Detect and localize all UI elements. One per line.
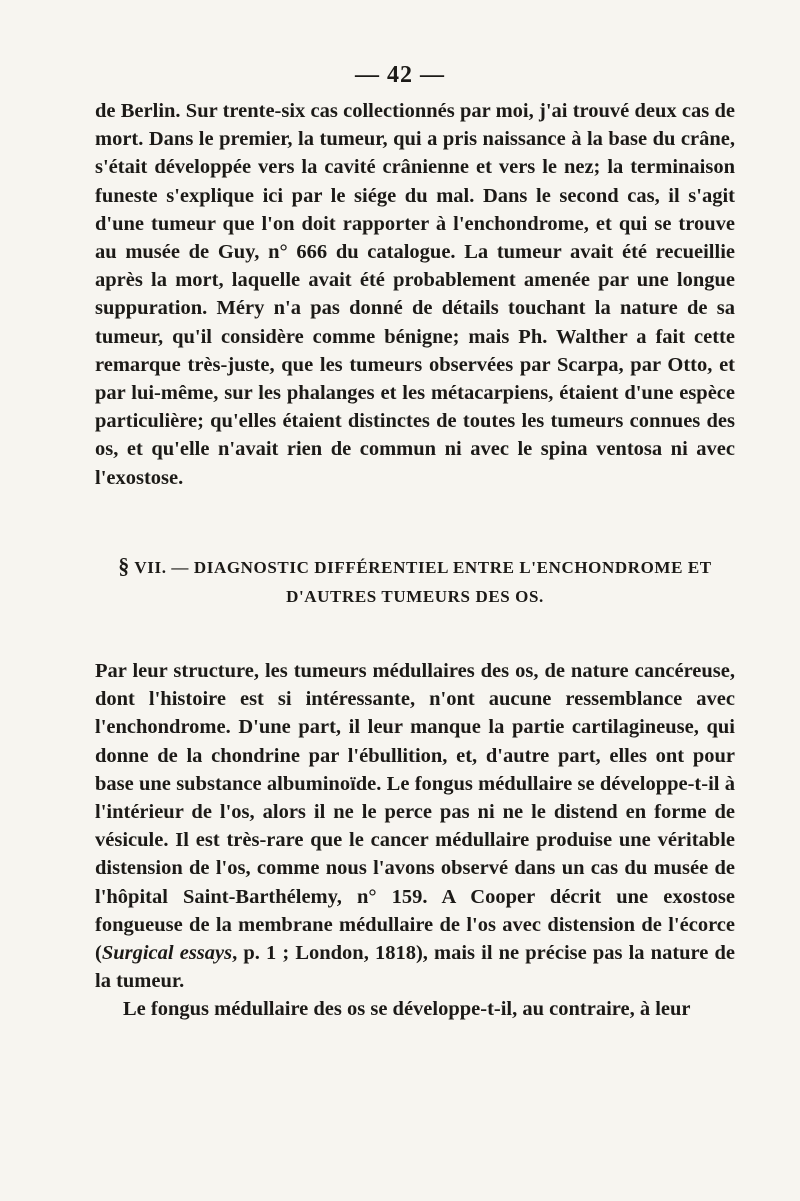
paragraph-text: de Berlin. Sur trente-six cas collectionnés par moi, j'ai trouvé deux cas de mort. Dans le premier, la tumeur, qui a pris naissance à la base du crâne, s'était développée vers la cavité crânienne et vers le nez; la terminaison funeste s'explique ici par le siége du mal. Dans le second cas, il s'agit d'une tumeur que l'on doit rapporter à l'enchondrome, et qui se trouve au musée de Guy, n° 666 du catalogue. La tumeur avait été recueillie après la mort, laquelle avait été probablement amenée par une longue suppuration. Méry n'a pas donné de détails touchant la nature de sa tumeur, qu'il considère comme bénigne; mais Ph. Walther a fait cette remarque très-juste, que les tumeurs observées par Scarpa, par Otto, et par lui-même, sur les phalanges et les métacarpiens, étaient d'une espèce particulière; qu'elles étaient distinctes de toutes les tumeurs connues des os, et qu'elle n'avait rien de commun ni avec le spina ventosa ni avec l'exostose. — [95, 100, 735, 489]
paragraph-text-last: Le fongus médullaire des os se développe-t-il, au contraire, à leur — [123, 998, 691, 1021]
section-title-part-2: D'AUTRES TUMEURS DES OS. — [286, 587, 544, 606]
section-symbol: § — [118, 553, 130, 578]
section-body — [95, 657, 735, 1024]
section-title-part-1: VII. — DIAGNOSTIC DIFFÉRENTIEL ENTRE L'ENCHONDROME ET — [134, 558, 712, 577]
book-title-italic: Surgical essays — [101, 942, 233, 965]
page-number: — 42 — — [355, 62, 445, 88]
paragraph-text-part-1: Par leur structure, les tumeurs médullaires des os, de nature cancéreuse, dont l'histoire est si intéressante, n'ont aucune ressemblance avec l'enchondrome. D'une part, il leur manque la partie cartilagineuse, qui donne de la chondrine par l'ébullition, et, d'autre part, elles ont pour base une substance albuminoïde. Le fongus médullaire se développe-t-il à l'intérieur de l'os, alors il ne le perce pas ni ne le distend en forme de vésicule. Il est très-rare que le cancer médullaire produise une véritable distension de l'os, comme nous l'avons observé dans un cas du musée de l'hôpital Saint-Barthélemy, n° 159. A Cooper décrit une exostose fongueuse de la membrane médullaire de l'os avec distension de l'écorce ( — [95, 660, 735, 965]
section-heading — [95, 551, 735, 611]
paragraph-text-part-2: , p. 1 ; London, 1818), mais il ne précise pas la nature de la tumeur. — [95, 942, 735, 993]
paragraph-text — [95, 657, 735, 995]
paragraph-continuation — [95, 97, 735, 492]
section-heading-line-1 — [95, 551, 735, 582]
